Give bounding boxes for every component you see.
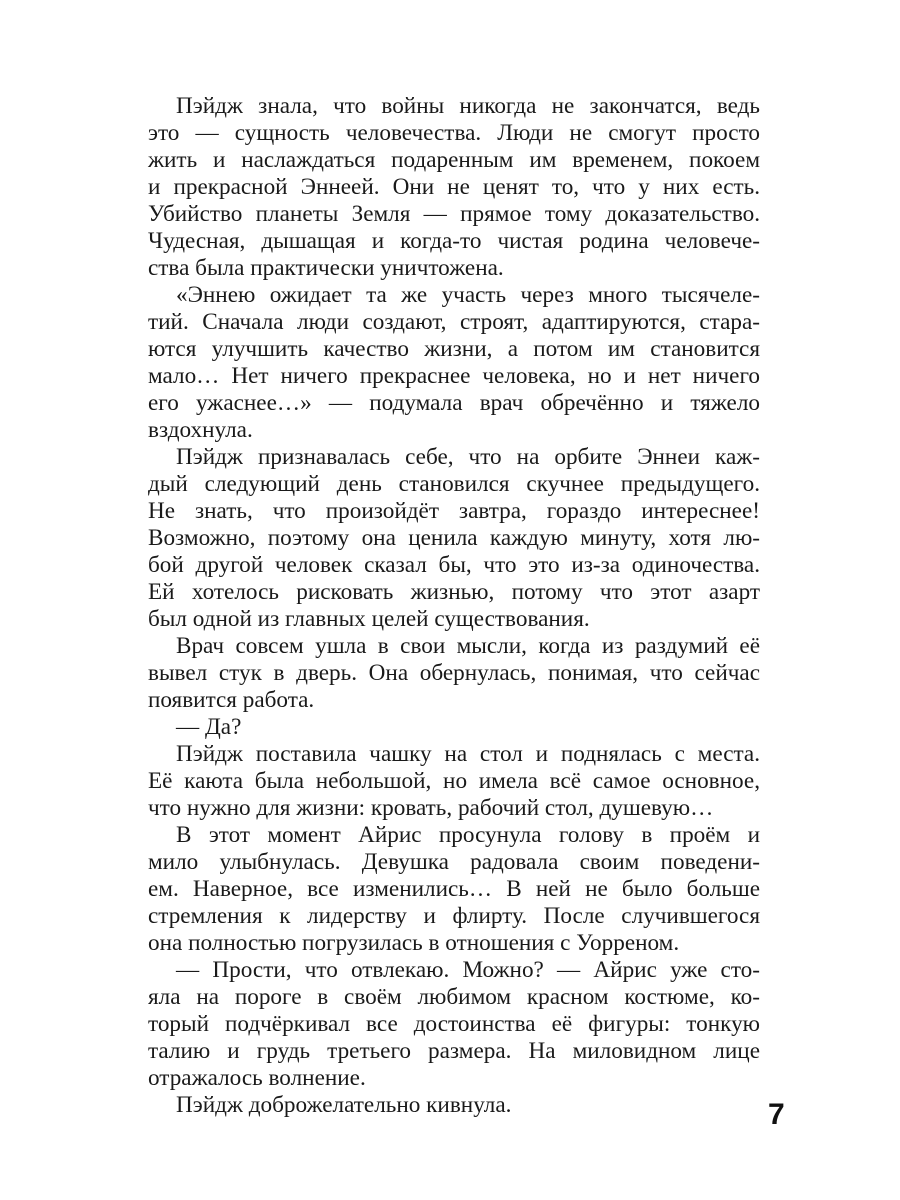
text-line: и прекрасной Эннеей. Они не ценят то, что у них есть. [148, 174, 760, 200]
text-line: Врач совсем ушла в свои мысли, когда из раздумий её [176, 633, 760, 659]
text-line: бой другой человек сказал бы, что это из-за одиночества. [148, 552, 760, 578]
text-line: был одной из главных целей существования. [148, 606, 590, 632]
text-line: В этот момент Айрис просунула голову в проём и [176, 822, 760, 848]
text-line: Возможно, поэтому она ценила каждую минуту, хотя лю- [148, 525, 760, 551]
text-line: Пэйдж признавалась себе, что на орбите Эннеи каж- [176, 444, 760, 470]
text-line: ства была практически уничтожена. [148, 255, 504, 281]
text-line: Пэйдж доброжелательно кивнула. [176, 1092, 512, 1118]
text-line: жить и наслаждаться подаренным им временем, покоем [148, 147, 760, 173]
text-line: — Прости, что отвлекаю. Можно? — Айрис уже сто- [176, 957, 760, 983]
page-number: 7 [768, 1098, 785, 1131]
text-line: талию и грудь третьего размера. На миловидном лице [148, 1038, 760, 1064]
text-line: отражалось волнение. [148, 1065, 366, 1091]
text-line: Чудесная, дышащая и когда-то чистая родина человече- [148, 228, 760, 254]
text-line: яла на пороге в своём любимом красном костюме, ко- [148, 984, 760, 1010]
body-text [148, 93, 760, 1119]
text-line: его ужаснее…» — подумала врач обречённо и тяжело [148, 390, 760, 416]
text-line: мило улыбнулась. Девушка радовала своим поведени- [148, 849, 760, 875]
text-line: она полностью погрузилась в отношения с Уорреном. [148, 930, 680, 956]
text-line: стремления к лидерству и флирту. После случившегося [148, 903, 760, 929]
text-line: вывел стук в дверь. Она обернулась, понимая, что сейчас [148, 660, 760, 686]
text-line: «Эннею ожидает та же участь через много тысячеле- [176, 282, 760, 308]
text-line: мало… Нет ничего прекраснее человека, но и нет ничего [148, 363, 760, 389]
text-line: тий. Сначала люди создают, строят, адаптируются, стара- [148, 309, 760, 335]
text-line: Убийство планеты Земля — прямое тому доказательство. [148, 201, 760, 227]
text-line: появится работа. [148, 687, 315, 713]
text-line: Ей хотелось рисковать жизнью, потому что этот азарт [148, 579, 760, 605]
text-line: ются улучшить качество жизни, а потом им становится [148, 336, 760, 362]
text-line: торый подчёркивал все достоинства её фигуры: тонкую [148, 1011, 760, 1037]
text-line: Не знать, что произойдёт завтра, гораздо интереснее! [148, 498, 760, 524]
text-line: это — сущность человечества. Люди не смогут просто [148, 120, 760, 146]
text-line: — Да? [176, 714, 242, 740]
text-line: Пэйдж поставила чашку на стол и поднялась с места. [176, 741, 760, 767]
text-line: что нужно для жизни: кровать, рабочий стол, душевую… [148, 795, 714, 821]
text-line: вздохнула. [148, 417, 253, 443]
text-line: Пэйдж знала, что войны никогда не закончатся, ведь [176, 93, 760, 119]
text-line: Её каюта была небольшой, но имела всё самое основное, [148, 768, 760, 794]
text-line: ем. Наверное, все изменились… В ней не было больше [148, 876, 760, 902]
text-line: дый следующий день становился скучнее предыдущего. [148, 471, 760, 497]
